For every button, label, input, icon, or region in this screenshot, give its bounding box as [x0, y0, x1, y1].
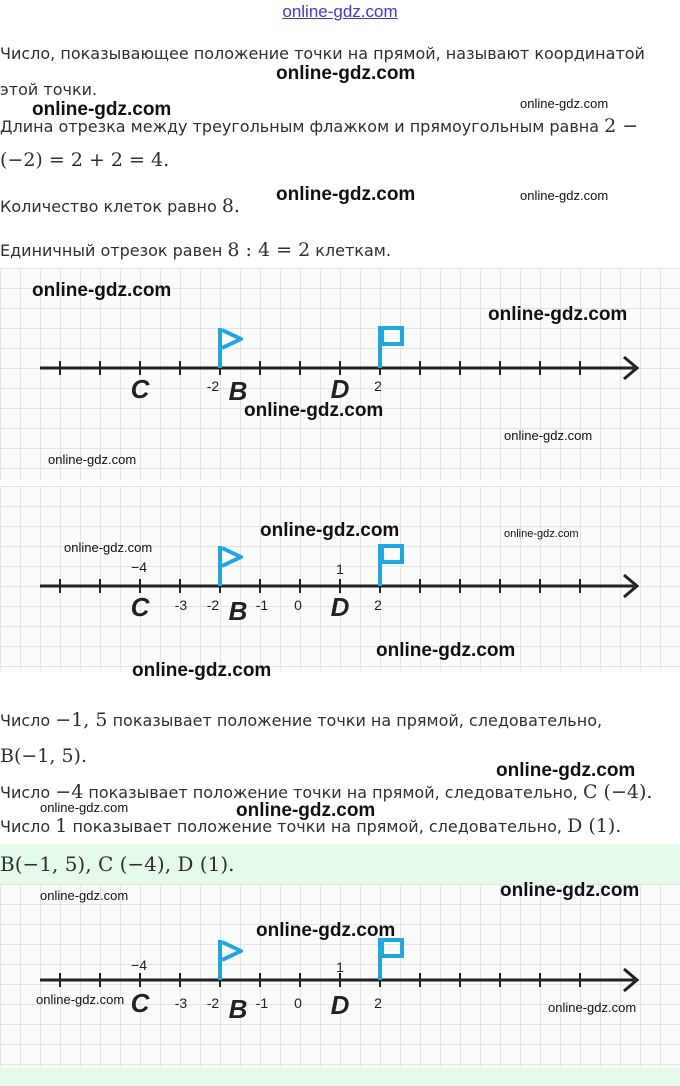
point-label-d: D	[330, 374, 350, 404]
tick-label: -3	[174, 995, 188, 1011]
tick-label: -2	[206, 597, 220, 613]
paragraph-length-math1: 2 −	[604, 115, 639, 137]
tick-label-above: 1	[336, 561, 344, 577]
watermark: online-gdz.com	[132, 660, 272, 681]
watermark: online-gdz.com	[64, 540, 153, 555]
paragraph-unit-segment	[0, 240, 391, 261]
rectangle-flag-icon	[380, 544, 402, 586]
explanation-math: C (−4).	[582, 781, 653, 803]
explanation-text: Число	[0, 711, 51, 730]
point-label-c: C	[130, 988, 150, 1018]
answer-text: B(−1, 5), C (−4), D (1).	[0, 852, 235, 876]
explanation-b-line1	[0, 710, 602, 731]
triangle-flag-icon	[220, 328, 241, 368]
watermark: online-gdz.com	[256, 920, 396, 941]
watermark: online-gdz.com	[496, 760, 636, 781]
tick-label: 2	[374, 597, 382, 613]
paragraph-coordinate-def-line1: Число, показывающее положение точки на прямой, называют координатой	[0, 44, 645, 63]
watermark: online-gdz.com	[504, 528, 579, 540]
explanation-text: показывает положение точки на прямой, следовательно,	[88, 783, 578, 802]
watermark: online-gdz.com	[376, 640, 516, 661]
watermark: online-gdz.com	[548, 1000, 637, 1015]
explanation-text: показывает положение точки на прямой, следовательно,	[72, 817, 562, 836]
watermark: online-gdz.com	[32, 280, 172, 301]
tick-label-above: −4	[131, 559, 147, 575]
watermark: online-gdz.com	[244, 400, 384, 421]
paragraph-coordinate-def-line2: этой точки.	[0, 80, 98, 99]
answer-box	[0, 844, 680, 884]
paragraph-length-math2: (−2) = 2 + 2 = 4.	[0, 149, 170, 171]
unit-segment-math: 8 : 4 = 2	[227, 239, 311, 261]
unit-segment-text: Единичный отрезок равен	[0, 241, 223, 260]
unit-segment-after: клеткам.	[315, 241, 391, 260]
rectangle-flag-icon	[380, 938, 402, 980]
explanation-math: 1	[55, 815, 68, 837]
explanation-text: показывает положение точки на прямой, следовательно,	[112, 711, 603, 730]
cells-count-text: Количество клеток равно	[0, 197, 217, 216]
point-label-c: C	[130, 374, 150, 404]
paragraph-cells-count	[0, 196, 240, 217]
watermark: online-gdz.com	[36, 992, 125, 1007]
watermark: online-gdz.com	[40, 800, 129, 815]
tick-label: -2	[206, 995, 220, 1011]
watermark: online-gdz.com	[236, 800, 376, 821]
watermark: online-gdz.com	[504, 428, 593, 443]
tick-label: -3	[174, 597, 188, 613]
watermark: online-gdz.com	[48, 452, 137, 467]
tick-label: 2	[374, 995, 382, 1011]
watermark: online-gdz.com	[520, 188, 609, 203]
watermark: online-gdz.com	[500, 880, 640, 901]
rectangle-flag-icon	[380, 326, 402, 368]
watermark: online-gdz.com	[32, 99, 172, 120]
number-line-3	[0, 884, 680, 1068]
explanation-b-line2: B(−1, 5).	[0, 745, 88, 767]
explanation-text: Число	[0, 817, 51, 836]
cells-count-math: 8.	[221, 195, 240, 217]
explanation-text: Число	[0, 783, 51, 802]
paragraph-length-text: Длина отрезка между треугольным флажком и прямоугольным равна	[0, 117, 600, 136]
number-line-figure-3	[0, 884, 680, 1068]
explanation-math: −1, 5	[55, 709, 108, 731]
watermark: online-gdz.com	[276, 63, 416, 84]
tick-label: 0	[294, 995, 302, 1011]
tick-label-above: −4	[131, 957, 147, 973]
watermark: online-gdz.com	[520, 96, 609, 111]
watermark: online-gdz.com	[276, 184, 416, 205]
triangle-flag-icon	[220, 940, 241, 980]
tick-label: -1	[255, 995, 269, 1011]
number-line-figure-2	[0, 486, 680, 670]
tick-label: 0	[294, 597, 302, 613]
watermark: online-gdz.com	[40, 888, 129, 903]
watermark: online-gdz.com	[488, 304, 628, 325]
point-label-c: C	[130, 592, 150, 622]
answer-box-bottom	[0, 1068, 680, 1086]
tick-label: -2	[206, 378, 220, 394]
site-link[interactable]: online-gdz.com	[282, 2, 398, 21]
triangle-flag-icon	[220, 546, 241, 586]
explanation-math: −4	[55, 781, 84, 803]
point-label-d: D	[330, 592, 350, 622]
tick-label: -1	[255, 597, 269, 613]
tick-label-above: 1	[336, 959, 344, 975]
watermark: online-gdz.com	[260, 520, 400, 541]
tick-label: 2	[374, 378, 382, 394]
point-label-b: B	[228, 376, 248, 406]
number-line-2	[0, 486, 680, 670]
point-label-b: B	[228, 994, 248, 1024]
point-label-b: B	[228, 596, 248, 626]
point-label-d: D	[330, 990, 350, 1020]
explanation-math: D (1).	[567, 815, 622, 837]
